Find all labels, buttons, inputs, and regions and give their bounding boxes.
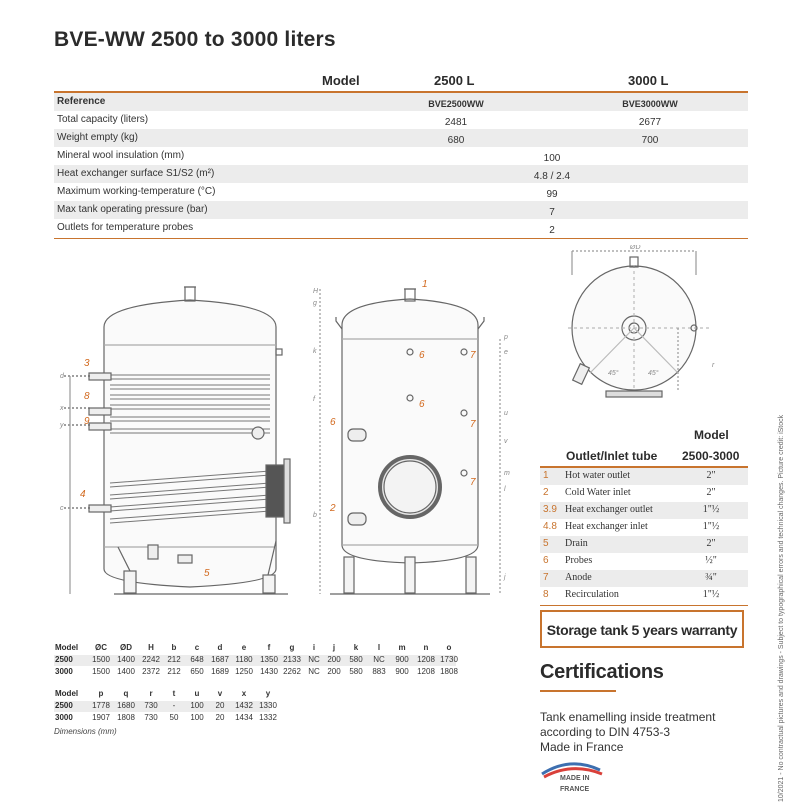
spec-value-merged: 2 — [549, 225, 555, 236]
spec-value-merged: 99 — [546, 189, 558, 200]
angle-label: 45° — [648, 370, 659, 377]
certifications-rule — [540, 690, 616, 692]
outlet-label: Heat exchanger outlet — [565, 504, 653, 515]
spec-row — [54, 201, 748, 219]
callout-7: 7 — [470, 477, 476, 488]
spec-value-2500: 2481 — [444, 117, 468, 128]
spec-value-3000: BVE3000WW — [622, 99, 678, 109]
spec-value-merged: 4.8 / 2.4 — [533, 171, 571, 182]
dim-H: H — [313, 288, 319, 295]
spec-row — [54, 147, 748, 165]
dim-m: m — [504, 470, 510, 477]
spec-row — [54, 219, 748, 237]
spec-label: Weight empty (kg) — [57, 132, 138, 143]
spec-value-merged: 7 — [549, 207, 555, 218]
spec-value-3000: 700 — [641, 135, 659, 146]
spec-value-2500: BVE2500WW — [428, 99, 484, 109]
spec-bottom-rule — [54, 238, 748, 239]
dim-j: j — [504, 574, 506, 581]
dim-r: r — [712, 362, 715, 369]
callout-8: 8 — [84, 391, 90, 402]
spec-row-reference — [54, 93, 748, 111]
dimensions-table-1: Model ØC ØD H b c d e f g i j k l m n o 2500 1500 1400 2242 212 648 1687 1180 1350 2133 NC 200 580 NC 900 1208 1730 3000 1500 1400 2372 212 650 1689 1250 1430 2262 NC 200 580 883 900 1208 1808 — [55, 643, 458, 676]
dims-header-model: Model — [55, 643, 79, 652]
cert-line: Made in France — [540, 740, 624, 754]
spec-label: Reference — [57, 96, 106, 107]
outlet-value: 2" — [706, 487, 716, 498]
outlet-row — [540, 536, 748, 553]
outlet-label: Cold Water inlet — [565, 487, 631, 498]
spec-row — [54, 183, 748, 201]
dims-row-model: 2500 — [55, 701, 73, 710]
spec-label: Outlets for temperature probes — [57, 222, 194, 233]
outlet-row — [540, 468, 748, 485]
callout-6: 6 — [419, 350, 425, 361]
callout-3: 3 — [84, 358, 90, 369]
spec-header-2500: 2500 L — [434, 73, 475, 88]
dim-f: f — [313, 396, 315, 403]
outlet-num: 6 — [543, 555, 549, 566]
dims-row-model: 2500 — [55, 655, 73, 664]
outlet-value: 1"½ — [702, 521, 720, 532]
outlet-label: Hot water outlet — [565, 470, 630, 481]
dim-e: e — [504, 349, 508, 356]
dim-k: k — [313, 348, 317, 355]
callout-9: 9 — [84, 416, 90, 427]
outlet-label: Heat exchanger inlet — [565, 521, 648, 532]
dim-u: u — [504, 410, 508, 417]
dim-c: c — [60, 505, 64, 512]
spec-label: Maximum working-temperature (°C) — [57, 186, 216, 197]
callout-7: 7 — [470, 350, 476, 361]
outlet-row — [540, 502, 748, 519]
certifications-title: Certifications — [540, 661, 664, 683]
dimensions-note: Dimensions (mm) — [54, 727, 117, 736]
outlet-num: 1 — [543, 470, 549, 481]
spec-label: Max tank operating pressure (bar) — [57, 204, 208, 215]
outlet-col-header: Outlet/Inlet tube — [566, 449, 658, 463]
warranty-box — [540, 610, 744, 648]
spec-row — [54, 129, 748, 147]
callout-2: 2 — [330, 503, 336, 514]
callout-5: 5 — [204, 568, 210, 579]
angle-label: 45° — [608, 370, 619, 377]
outlet-value: 1"½ — [702, 589, 720, 600]
spec-row — [54, 111, 748, 129]
made-in-france-logo — [538, 758, 608, 798]
outlet-label: Recirculation — [565, 589, 619, 600]
badge-france: FRANCE — [560, 786, 590, 793]
outlet-label: Anode — [565, 572, 592, 583]
callout-6: 6 — [419, 399, 425, 410]
callout-4: 4 — [80, 489, 86, 500]
dim-l: l — [504, 486, 506, 493]
spec-value-3000: 2677 — [638, 117, 662, 128]
dim-x: x — [60, 405, 64, 412]
spec-row — [54, 165, 748, 183]
cert-line: Tank enamelling inside treatment — [540, 710, 716, 724]
dims-row-model: 3000 — [55, 667, 73, 676]
spec-label: Heat exchanger surface S1/S2 (m²) — [57, 168, 215, 179]
outlet-value: 2" — [706, 538, 716, 549]
outlet-value: ½" — [705, 555, 717, 566]
dims-row-model: 3000 — [55, 713, 73, 722]
dim-d: d — [60, 373, 64, 380]
outlet-row — [540, 570, 748, 587]
spec-value-merged: 100 — [543, 153, 561, 164]
outlet-value: 1"½ — [702, 504, 720, 515]
dims-header-model: Model — [55, 689, 79, 698]
outlet-row — [540, 553, 748, 570]
tank-drawings — [0, 245, 530, 615]
page-title: BVE-WW 2500 to 3000 liters — [54, 28, 336, 51]
outlet-num: 2 — [543, 487, 549, 498]
callout-7: 7 — [470, 419, 476, 430]
outlet-model-value: 2500-3000 — [682, 449, 740, 463]
outlet-num: 5 — [543, 538, 549, 549]
spec-table-header — [54, 72, 748, 92]
outlet-value: ¾" — [705, 572, 717, 583]
dim-v: v — [504, 438, 508, 445]
outlet-num: 7 — [543, 572, 549, 583]
callout-6: 6 — [330, 417, 336, 428]
outlet-model-header: Model — [694, 428, 729, 442]
badge-made-in: MADE IN — [560, 775, 590, 782]
outlet-value: 2" — [706, 470, 716, 481]
callout-1: 1 — [422, 279, 428, 290]
outlet-bottom-rule — [540, 605, 748, 606]
side-disclaimer: 10/2021 - No contractual pictures and drawings - Subject to typographical errors and technical changes. Picture credit: iStock — [778, 414, 785, 802]
spec-header-model: Model — [322, 73, 360, 88]
outlet-num: 8 — [543, 589, 549, 600]
outlet-row — [540, 587, 748, 604]
top-view-drawing — [560, 245, 725, 405]
outlet-label: Drain — [565, 538, 588, 549]
outlet-row — [540, 519, 748, 536]
dim-b: b — [313, 512, 317, 519]
side-view-tank — [320, 289, 500, 594]
spec-label: Total capacity (liters) — [57, 114, 149, 125]
warranty-text: Storage tank 5 years warranty — [546, 622, 738, 638]
spec-value-2500: 680 — [447, 135, 465, 146]
outlet-num: 3.9 — [543, 504, 557, 515]
spec-label: Mineral wool insulation (mm) — [57, 150, 185, 161]
front-view-tank — [64, 287, 290, 594]
outlet-label: Probes — [565, 555, 593, 566]
dimensions-table-2: Model p q r t u v x y 2500 1778 1680 730 - 100 20 1432 1330 3000 1907 1808 730 50 100 20 1434 1332 — [55, 689, 277, 722]
dim-p: p — [504, 334, 508, 341]
spec-header-3000: 3000 L — [628, 73, 669, 88]
dim-y: y — [60, 422, 64, 429]
outlet-row — [540, 485, 748, 502]
outlet-num: 4.8 — [543, 521, 557, 532]
cert-line: according to DIN 4753-3 — [540, 725, 671, 739]
dim-D: ØD — [630, 245, 641, 251]
dim-g: g — [313, 300, 317, 307]
